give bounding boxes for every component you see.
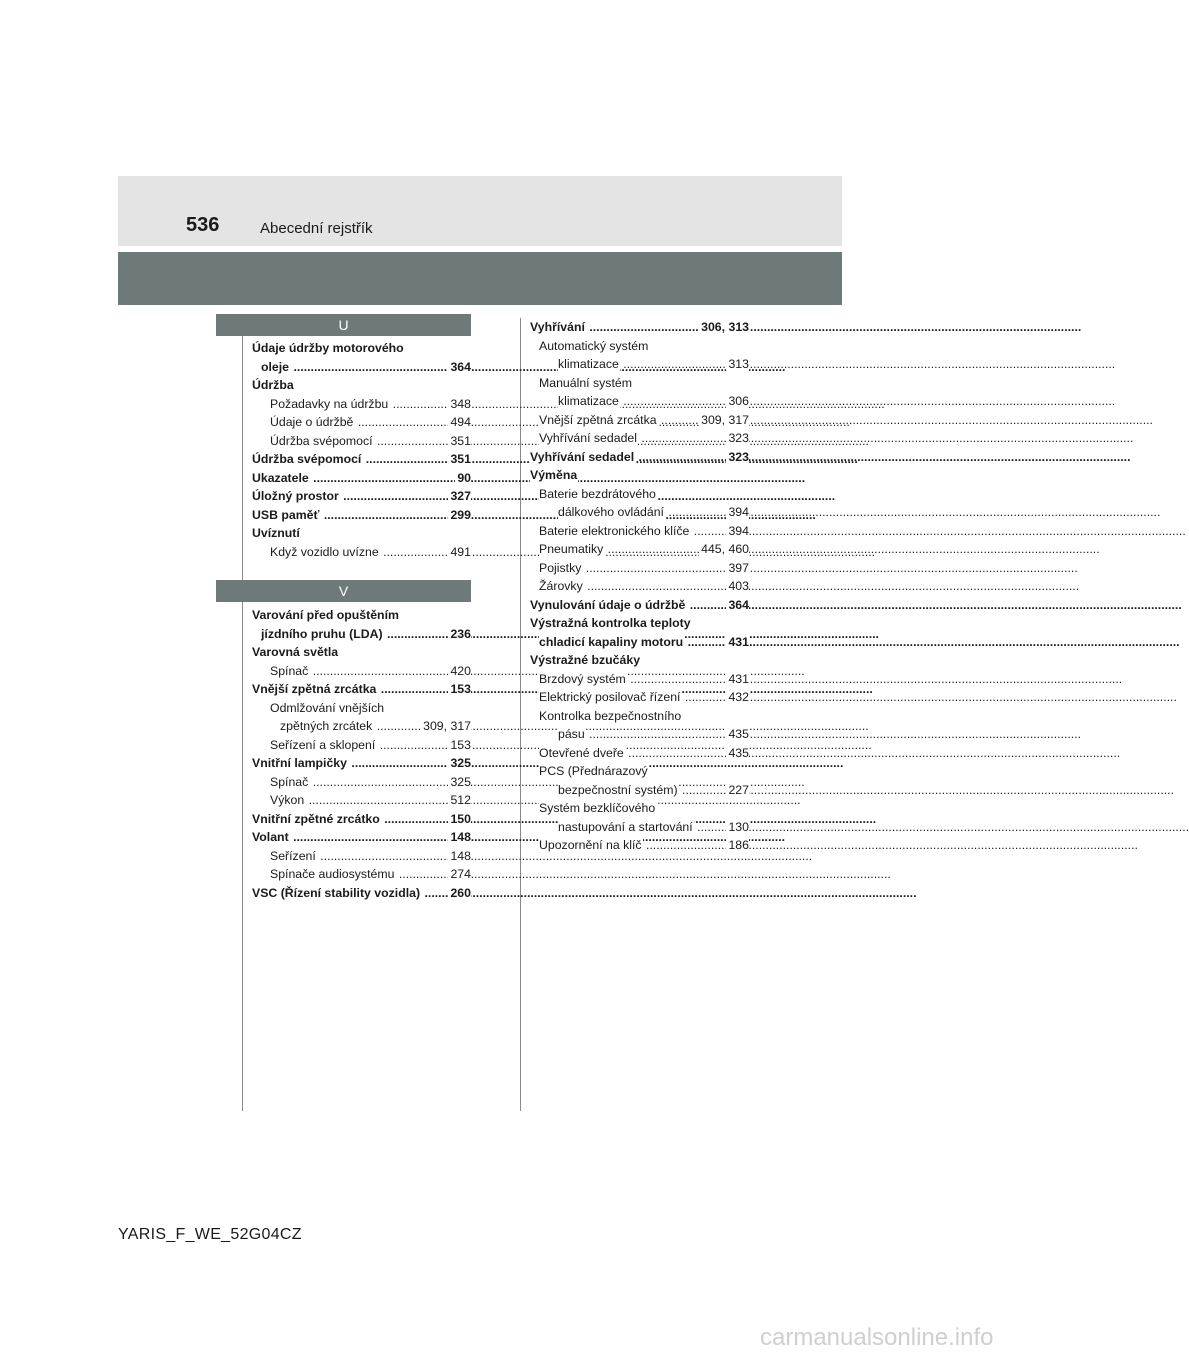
- index-entry-page: 351: [448, 432, 471, 451]
- index-entry-text: Výměna: [530, 468, 578, 482]
- index-entry: [252, 358, 471, 377]
- index-entry-page: 445, 460: [699, 540, 749, 559]
- index-entry-text: Brzdový systém: [539, 671, 626, 686]
- page-number: 536: [186, 214, 220, 236]
- index-entry: [252, 625, 471, 644]
- index-entry-page: 364: [448, 358, 471, 377]
- letter-heading-v: V: [216, 580, 471, 602]
- index-entry-text: Manuální systém: [539, 375, 632, 390]
- index-entry: [530, 725, 749, 744]
- index-entry: [252, 699, 471, 718]
- index-entry-text: Ukazatele: [252, 470, 309, 485]
- index-entry: [252, 339, 471, 358]
- index-entry-page: 306: [726, 392, 749, 411]
- index-entry-page: 306, 313: [699, 318, 749, 337]
- index-entry-page: 150: [448, 810, 471, 829]
- index-entry-page: 491: [448, 543, 471, 562]
- index-entry-text: Úložný prostor: [252, 489, 339, 503]
- index-entry: [530, 799, 749, 818]
- index-entry-text: dálkového ovládání: [558, 505, 664, 519]
- index-entry-text: VSC (Řízení stability vozidla): [252, 885, 421, 900]
- index-entry-text: Systém bezklíčového: [539, 801, 656, 815]
- index-entry-page: 148: [448, 847, 471, 866]
- index-entry-text: Žárovky: [539, 579, 583, 593]
- index-entry: [252, 810, 471, 829]
- index-entry: [252, 413, 471, 432]
- index-entry: [530, 633, 749, 652]
- index-entry-text: Automatický systém: [539, 338, 649, 353]
- index-entry-page: 153: [448, 736, 471, 755]
- index-entry-page: 348: [448, 395, 471, 414]
- index-entry-text: Pneumatiky: [539, 542, 604, 556]
- index-entry: [530, 337, 749, 356]
- index-entry-text: Upozornění na klíč: [539, 838, 642, 852]
- index-entry-text: Volant: [252, 830, 289, 844]
- index-entry: [530, 503, 749, 522]
- index-entry-text: Výstražné bzučáky: [530, 653, 641, 667]
- index-entry-text: jízdního pruhu (LDA): [261, 626, 383, 641]
- index-entry-page: 364: [726, 596, 749, 615]
- index-entry: [530, 744, 749, 763]
- index-column-left-v: [252, 606, 471, 902]
- index-entry: [530, 540, 749, 559]
- index-entry-page: 325: [448, 773, 471, 792]
- index-entry-page: 397: [726, 559, 749, 578]
- index-entry: [530, 374, 749, 393]
- index-entry-page: 420: [448, 662, 471, 681]
- index-entry-text: Spínač: [270, 663, 309, 678]
- index-entry-page: 435: [726, 725, 749, 744]
- index-entry-page: 435: [726, 744, 749, 763]
- index-group-u: [252, 339, 471, 561]
- index-entry: [252, 606, 471, 625]
- index-entry: [252, 717, 471, 736]
- index-entry-text: Spínače audiosystému: [270, 867, 395, 881]
- index-entry-text: Když vozidlo uvízne: [270, 544, 379, 559]
- index-entry-text: Výstražná kontrolka teploty: [530, 616, 691, 630]
- index-entry: [530, 411, 749, 430]
- index-entry-text: USB paměť: [252, 507, 320, 522]
- index-entry-page: 309, 317: [699, 411, 749, 430]
- index-entry: [252, 543, 471, 562]
- index-entry-page: 299: [448, 506, 471, 525]
- index-entry: [252, 487, 471, 506]
- index-entry: [530, 485, 749, 504]
- index-entry: [530, 781, 749, 800]
- index-entry: [252, 432, 471, 451]
- index-entry-text: Varování před opuštěním: [252, 608, 399, 622]
- index-entry: [252, 524, 471, 543]
- index-column-right: [530, 318, 749, 855]
- index-group-vy: [530, 318, 749, 855]
- index-entry: [530, 429, 749, 448]
- index-entry-page: 186: [726, 836, 749, 855]
- index-entry-text: bezpečnostní systém): [558, 782, 678, 797]
- index-entry-page: 148: [448, 828, 471, 847]
- index-entry: [252, 395, 471, 414]
- index-entry-page: 431: [726, 633, 749, 652]
- section-title: Abecední rejstřík: [260, 220, 373, 237]
- index-entry-page: 512: [448, 791, 471, 810]
- index-group-v: [252, 606, 471, 902]
- index-entry: [530, 836, 749, 855]
- index-entry-text: Kontrolka bezpečnostního: [539, 708, 682, 723]
- index-entry: [530, 355, 749, 374]
- index-entry: [252, 773, 471, 792]
- index-entry-text: Údržba svépomocí: [270, 433, 373, 448]
- index-entry-page: 432: [726, 688, 749, 707]
- index-entry-page: 323: [726, 429, 749, 448]
- index-entry: [252, 662, 471, 681]
- index-entry-page: 403: [726, 577, 749, 596]
- index-entry: [252, 736, 471, 755]
- index-entry-text: pásu: [558, 727, 585, 741]
- index-entry-page: 351: [448, 450, 471, 469]
- index-entry: [252, 469, 471, 488]
- index-entry-text: Seřízení a sklopení: [270, 737, 376, 752]
- index-entry: [252, 865, 471, 884]
- index-entry-text: Spínač: [270, 774, 309, 789]
- index-entry-text: PCS (Přednárazový: [539, 764, 648, 778]
- index-entry-page: 130: [726, 818, 749, 837]
- index-entry: [252, 884, 471, 903]
- index-column-left: [252, 339, 471, 561]
- index-entry-page: 90: [455, 469, 471, 488]
- index-entry-text: Otevřené dveře: [539, 745, 624, 760]
- index-entry-text: Baterie bezdrátového: [539, 486, 656, 501]
- watermark: carmanualsonline.info: [760, 1324, 994, 1351]
- letter-heading-u: U: [216, 314, 471, 336]
- document-code: YARIS_F_WE_52G04CZ: [118, 1226, 302, 1243]
- index-entry: [530, 392, 749, 411]
- index-entry-text: oleje: [261, 359, 290, 374]
- index-entry-page: 227: [726, 781, 749, 800]
- index-entry-text: nastupování a startování: [558, 819, 693, 834]
- index-entry: [530, 318, 749, 337]
- index-entry: [530, 559, 749, 578]
- index-entry: [252, 450, 471, 469]
- index-entry-text: chladicí kapaliny motoru: [539, 634, 684, 649]
- index-entry-page: 394: [726, 503, 749, 522]
- header-band: [118, 176, 842, 246]
- index-entry: [252, 791, 471, 810]
- index-entry: [252, 754, 471, 773]
- index-entry: [530, 596, 749, 615]
- column-divider-left: [242, 318, 243, 1111]
- index-entry: [252, 847, 471, 866]
- index-entry-text: Vnější zpětná zrcátka: [539, 412, 657, 427]
- index-entry-page: 325: [448, 754, 471, 773]
- index-entry-page: 274: [448, 865, 471, 884]
- index-entry-text: Baterie elektronického klíče: [539, 523, 690, 538]
- index-entry-page: 236: [448, 625, 471, 644]
- index-entry-text: klimatizace: [558, 394, 619, 408]
- index-entry-text: Uvíznutí: [252, 526, 300, 540]
- index-entry-text: Seřízení: [270, 848, 316, 863]
- index-entry-text: Elektrický posilovač řízení: [539, 690, 681, 704]
- index-entry: [252, 376, 471, 395]
- index-entry-text: Vyhřívání sedadel: [539, 431, 637, 445]
- index-entry-text: klimatizace: [558, 357, 619, 371]
- index-entry-text: Požadavky na údržbu: [270, 396, 389, 411]
- index-entry: [530, 762, 749, 781]
- index-entry-page: 394: [726, 522, 749, 541]
- index-entry-text: Výkon: [270, 793, 305, 807]
- index-entry: [252, 828, 471, 847]
- index-entry-text: Varovná světla: [252, 645, 339, 659]
- index-entry: [530, 670, 749, 689]
- index-entry: [530, 448, 749, 467]
- index-entry: [252, 506, 471, 525]
- index-entry-text: Vnější zpětná zrcátka: [252, 682, 377, 696]
- index-entry: [530, 688, 749, 707]
- index-entry-page: 309, 317: [421, 717, 471, 736]
- index-entry-text: zpětných zrcátek: [280, 719, 373, 733]
- index-entry-page: 260: [448, 884, 471, 903]
- index-entry-page: 313: [726, 355, 749, 374]
- index-entry-text: Údaje o údržbě: [270, 415, 354, 429]
- index-entry-page: 431: [726, 670, 749, 689]
- index-entry-text: Vyhřívání sedadel: [530, 449, 635, 464]
- index-entry: [252, 680, 471, 699]
- index-entry-text: Vyhřívání: [530, 320, 585, 334]
- index-entry-text: Pojistky: [539, 560, 582, 575]
- index-entry-text: Vnitřní zpětné zrcátko: [252, 811, 380, 826]
- index-entry: [530, 522, 749, 541]
- index-entry-page: 327: [448, 487, 471, 506]
- index-entry: [530, 466, 749, 485]
- index-entry: [530, 651, 749, 670]
- index-entry-text: Údaje údržby motorového: [252, 341, 404, 355]
- index-entry-text: Údržba: [252, 378, 294, 392]
- header-dark-band: [118, 252, 842, 305]
- index-entry: [530, 577, 749, 596]
- index-entry-page: 153: [448, 680, 471, 699]
- index-entry: [530, 614, 749, 633]
- index-entry-page: 323: [726, 448, 749, 467]
- index-entry-text: Vynulování údaje o údržbě: [530, 597, 686, 612]
- index-entry-text: Údržba svépomocí: [252, 452, 362, 466]
- index-entry: [252, 643, 471, 662]
- index-entry: [530, 818, 749, 837]
- index-entry: [530, 707, 749, 726]
- index-entry-text: Vnitřní lampičky: [252, 756, 347, 770]
- index-entry-text: Odmlžování vnějších: [270, 700, 385, 715]
- index-entry-page: 494: [448, 413, 471, 432]
